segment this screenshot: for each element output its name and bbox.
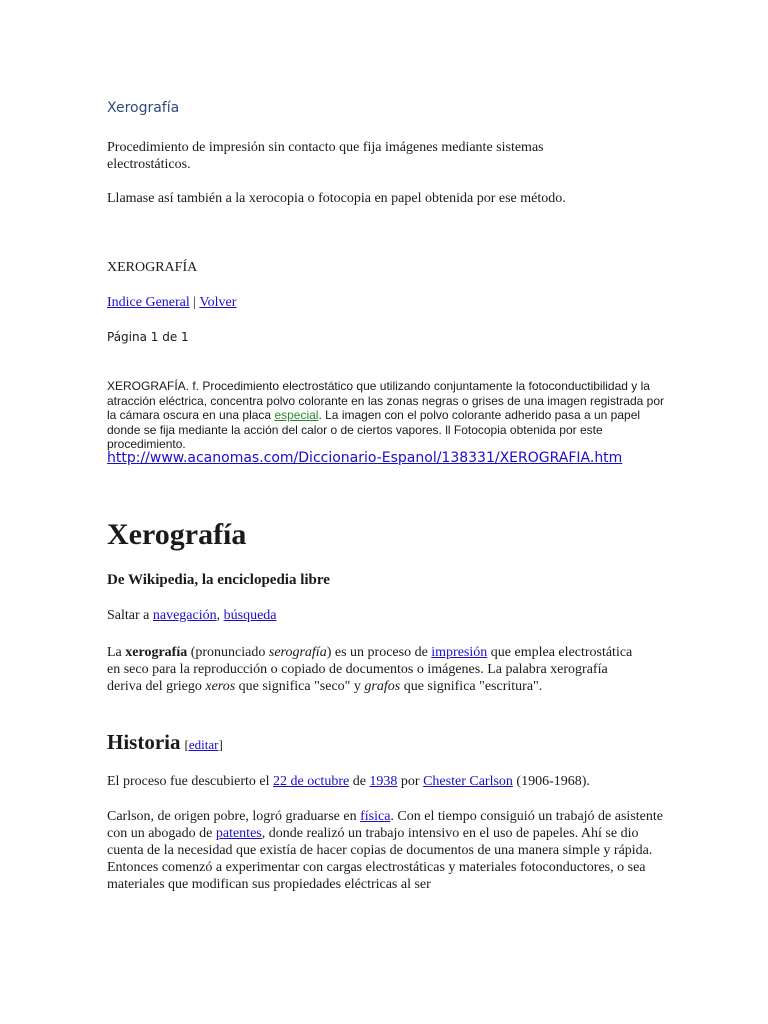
h2-text-2: . Con el tiempo consiguió un trabajó de asistente con un abogado de: [107, 809, 663, 841]
especial-link[interactable]: especial: [274, 408, 319, 422]
source-url-link[interactable]: http://www.acanomas.com/Diccionario-Espanol/138331/XEROGRAFIA.htm: [107, 450, 623, 466]
jump-links: [107, 608, 277, 624]
page-info: Página 1 de 1: [107, 330, 189, 344]
wiki-title: Xerografía: [107, 518, 247, 551]
edit-bracket-close: ]: [218, 737, 223, 752]
year-link[interactable]: 1938: [369, 774, 398, 789]
h1-text-4: (1906-1968).: [512, 774, 590, 789]
lead-grafos: grafos: [364, 679, 401, 694]
definition-text-2: . La imagen con el polvo colorante adherido pasa a un papel donde se fija mediante la acción del calor o de ciertos vapores. ll Fotocopia obtenida por este procedimiento.: [107, 408, 641, 451]
nav-separator: |: [189, 295, 200, 310]
intro-paragraph-1: Procedimiento de impresión sin contacto que fija imágenes mediante sistemas electrostáticos.: [107, 140, 544, 172]
h2-text-3: , donde realizó un trabajo intensivo en el uso de papeles. Ahí se dio cuenta de la necesidad que existía de hacer copias de documentos de una manera simple y rápida. Entonces comenzó a experimentar con cargas electrostáticas y materiales fotoconductores, o sea materiales que modifican sus propiedades eléctricas al ser: [107, 826, 653, 892]
lead-text-1: La: [107, 645, 126, 660]
lead-text-4: que emplea electrostática en seco para la reproducción o copiado de documentos o imágenes. La palabra xerografía deriva del griego: [107, 645, 633, 694]
h1-text-2: de: [349, 774, 370, 789]
h2-text-1: Carlson, de origen pobre, logró graduarse en: [107, 809, 361, 824]
lead-pronunciation: serografía: [268, 645, 327, 660]
historia-heading: Historia: [107, 730, 181, 754]
dictionary-definition: [107, 379, 667, 452]
navegacion-link[interactable]: navegación: [152, 608, 217, 623]
lead-paragraph: [107, 644, 637, 695]
definition-text-1: XEROGRAFÍA. f. Procedimiento electrostático que utilizando conjuntamente la fotoconductibilidad y la atracción eléctrica, concentra polvo colorante en las zonas negras o grises de una imagen registrada por la cámara oscura en una placa: [107, 379, 664, 422]
section-title: XEROGRAFÍA: [107, 260, 198, 275]
lead-text-5: que significa "seco" y: [235, 679, 365, 694]
jump-prefix: Saltar a: [107, 608, 153, 623]
chester-carlson-link[interactable]: Chester Carlson: [423, 774, 513, 789]
lead-xeros: xeros: [205, 679, 236, 694]
h1-text-3: por: [397, 774, 424, 789]
historia-heading-row: [107, 730, 223, 755]
nav-links: [107, 295, 236, 311]
intro-heading: Xerografía: [107, 100, 180, 116]
wiki-subtitle: De Wikipedia, la enciclopedia libre: [107, 572, 330, 588]
editar-link[interactable]: editar: [188, 737, 219, 752]
impresion-link[interactable]: impresión: [431, 645, 488, 660]
indice-general-link[interactable]: Indice General: [107, 295, 190, 310]
date-link[interactable]: 22 de octubre: [273, 774, 350, 789]
fisica-link[interactable]: física: [360, 809, 391, 824]
edit-bracket-open: [: [184, 737, 189, 752]
historia-paragraph-2: [107, 808, 663, 893]
lead-text-3: ) es un proceso de: [326, 645, 432, 660]
patentes-link[interactable]: patentes: [215, 826, 262, 841]
lead-text-2: (pronunciado: [187, 645, 269, 660]
h1-text-1: El proceso fue descubierto el: [107, 774, 273, 789]
busqueda-link[interactable]: búsqueda: [223, 608, 277, 623]
jump-separator: ,: [216, 608, 224, 623]
lead-text-6: que significa "escritura".: [400, 679, 543, 694]
intro-paragraph-2: Llamase así también a la xerocopia o fotocopia en papel obtenida por ese método.: [107, 191, 566, 206]
lead-term: xerografía: [125, 645, 188, 660]
historia-paragraph-1: [107, 773, 667, 790]
volver-link[interactable]: Volver: [199, 295, 237, 310]
